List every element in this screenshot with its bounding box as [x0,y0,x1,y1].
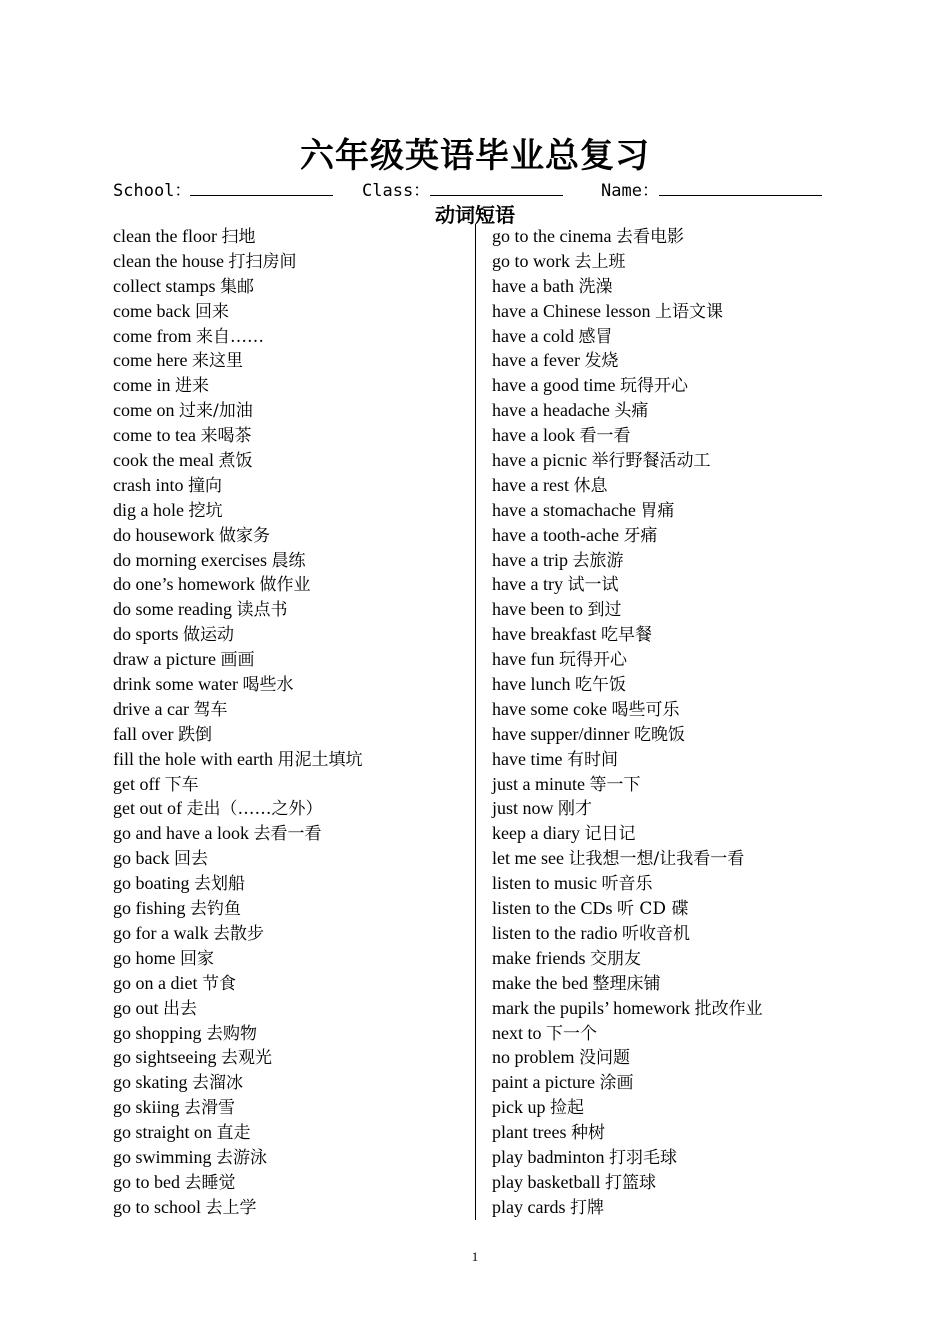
phrase-english: have a picnic [492,450,587,471]
phrase-english: come to tea [113,425,196,446]
phrase-chinese: 休息 [573,475,608,496]
phrase-english: collect stamps [113,275,216,296]
phrase-english: do some reading [113,599,232,620]
phrase-english: have a headache [492,400,610,421]
phrase-item [113,796,362,821]
phrase-chinese: 没问题 [579,1048,630,1069]
left-phrase-list [113,224,362,1220]
phrase-english: play cards [492,1196,566,1217]
phrase-english: come in [113,375,171,396]
phrase-english: mark the pupils’ homework [492,997,691,1018]
phrase-chinese: 捡起 [550,1098,584,1119]
class-blank [430,195,563,196]
phrase-chinese: 让我想一想/让我看一看 [568,849,745,870]
phrase-english: do sports [113,624,179,645]
phrase-english: paint a picture [492,1072,595,1093]
phrase-item [113,224,362,249]
phrase-item [113,747,362,772]
phrase-item [492,548,763,573]
phrase-chinese: 打扫房间 [228,251,297,272]
phrase-item [492,622,763,647]
phrase-chinese: 去睡觉 [184,1172,236,1193]
phrase-english: go home [113,947,176,968]
phrase-item [492,647,763,672]
phrase-english: have lunch [492,674,571,695]
phrase-english: drive a car [113,698,189,719]
phrase-chinese: 打羽毛球 [608,1147,677,1168]
phrase-english: listen to the CDs [492,898,613,919]
phrase-chinese: 过来/加油 [178,401,253,422]
phrase-chinese: 洗澡 [578,276,613,297]
section-heading: 动词短语 [435,203,515,227]
phrase-chinese: 去溜冰 [192,1073,243,1094]
phrase-chinese: 发烧 [584,351,619,372]
phrase-chinese: 下车 [164,774,199,795]
phrase-item [492,498,763,523]
phrase-chinese: 用泥土填坑 [277,749,363,770]
phrase-item [492,672,763,697]
phrase-item [492,1145,763,1170]
phrase-english: get out of [113,798,182,819]
phrase-item [492,896,763,921]
phrase-item [113,846,362,871]
phrase-english: crash into [113,474,184,495]
phrase-item [492,747,763,772]
phrase-english: have some coke [492,698,607,719]
phrase-chinese: 喝些可乐 [611,699,680,720]
phrase-chinese: 看一看 [579,426,631,447]
phrase-chinese: 来喝茶 [200,426,252,447]
phrase-english: have a try [492,574,563,595]
phrase-chinese: 头痛 [614,401,649,422]
phrase-chinese: 画画 [220,650,255,671]
phrase-chinese: 撞向 [187,475,222,496]
phrase-item [113,921,362,946]
phrase-english: have time [492,748,563,769]
phrase-chinese: 玩得开心 [558,650,627,671]
phrase-english: plant trees [492,1122,567,1143]
phrase-english: have fun [492,649,555,670]
phrase-english: have a good time [492,375,616,396]
phrase-item [113,324,362,349]
phrase-item [113,896,362,921]
phrase-item [492,772,763,797]
phrase-item [113,523,362,548]
phrase-chinese: 挖坑 [188,500,223,521]
phrase-chinese: 去看电影 [615,227,684,247]
phrase-item [113,423,362,448]
school-blank [190,195,333,196]
phrase-item [113,971,362,996]
page-number: 1 [471,1249,479,1264]
phrase-english: go to school [113,1196,201,1217]
phrase-item [113,1145,362,1170]
phrase-chinese: 直走 [216,1123,251,1144]
phrase-chinese: 整理床铺 [592,973,661,994]
phrase-english: have a rest [492,474,569,495]
phrase-item [492,946,763,971]
phrase-chinese: 等一下 [589,774,641,795]
phrase-english: have a tooth-ache [492,524,619,545]
phrase-english: make friends [492,947,586,968]
phrase-english: do one’s homework [113,574,255,595]
phrase-item [492,697,763,722]
phrase-item [113,772,362,797]
phrase-english: clean the house [113,250,224,271]
phrase-chinese: 听收音机 [621,923,690,944]
phrase-item [492,373,763,398]
phrase-english: drink some water [113,674,238,695]
phrase-english: go on a diet [113,972,198,993]
phrase-item [492,1120,763,1145]
phrase-english: fill the hole with earth [113,748,273,769]
phrase-english: have a bath [492,275,574,296]
phrase-item [113,1021,362,1046]
phrase-item [492,1095,763,1120]
phrase-chinese: 吃午饭 [574,675,626,696]
phrase-chinese: 去游泳 [216,1147,268,1168]
phrase-item [113,722,362,747]
phrase-english: play basketball [492,1171,601,1192]
phrase-english: go and have a look [113,823,249,844]
phrase-item [492,249,763,274]
phrase-chinese: 进来 [174,376,209,397]
phrase-item [113,946,362,971]
phrase-item [492,523,763,548]
phrase-item [113,548,362,573]
phrase-chinese: 来这里 [191,351,243,372]
phrase-chinese: 煮饭 [218,451,253,472]
phrase-item [113,1095,362,1120]
phrase-item [492,871,763,896]
phrase-english: come on [113,400,175,421]
phrase-chinese: 出去 [163,998,198,1019]
phrase-chinese: 胃痛 [640,500,675,521]
phrase-chinese: 扫地 [221,227,256,247]
phrase-chinese: 回来 [194,301,229,322]
phrase-english: have a trip [492,549,568,570]
phrase-chinese: 举行野餐活动工 [591,451,711,472]
phrase-item [492,722,763,747]
phrase-english: have been to [492,599,583,620]
phrase-chinese: 感冒 [578,326,613,347]
phrase-item [113,697,362,722]
phrase-english: have a stomachache [492,499,636,520]
phrase-english: go back [113,848,170,869]
phrase-english: have a cold [492,325,574,346]
phrase-item [113,373,362,398]
phrase-chinese: 刚才 [558,799,593,820]
phrase-chinese: 听音乐 [601,874,653,895]
student-info-row [113,176,833,201]
phrase-chinese: 去看一看 [253,824,322,845]
phrase-item [492,224,763,249]
phrase-item [113,274,362,299]
phrase-chinese: 走出（……之外） [186,799,323,820]
phrase-english: have a look [492,425,575,446]
phrase-chinese: 听 CD 碟 [617,899,689,920]
phrase-chinese: 涂画 [599,1073,634,1094]
phrase-item [492,1170,763,1195]
phrase-chinese: 去旅游 [572,550,624,571]
phrase-chinese: 跌倒 [177,724,212,745]
phrase-item [492,846,763,871]
phrase-chinese: 吃早餐 [600,625,652,646]
phrase-english: go swimming [113,1146,212,1167]
phrase-chinese: 去散步 [212,923,264,944]
phrase-chinese: 牙痛 [623,525,658,546]
phrase-chinese: 喝些水 [242,675,294,696]
name-blank [659,195,822,196]
phrase-item [492,423,763,448]
phrase-item [113,622,362,647]
phrase-english: have a fever [492,350,580,371]
phrase-item [113,299,362,324]
phrase-chinese: 读点书 [236,600,288,621]
phrase-chinese: 去上学 [205,1197,257,1218]
phrase-item [113,871,362,896]
phrase-english: next to [492,1022,542,1043]
phrase-item [492,324,763,349]
phrase-english: just now [492,798,554,819]
phrase-item [492,597,763,622]
phrase-chinese: 做作业 [259,575,311,596]
phrase-english: come from [113,325,192,346]
phrase-chinese: 打篮球 [604,1172,656,1193]
phrase-english: let me see [492,848,564,869]
phrase-english: go skating [113,1072,188,1093]
page-title: 六年级英语毕业总复习 [300,136,650,176]
phrase-english: go to the cinema [492,226,612,246]
phrase-item [492,348,763,373]
phrase-english: get off [113,773,161,794]
phrase-english: go sightseeing [113,1047,217,1068]
phrase-english: cook the meal [113,450,214,471]
phrase-chinese: 来自…… [195,326,264,347]
phrase-item [492,996,763,1021]
phrase-item [492,1045,763,1070]
phrase-chinese: 集邮 [219,276,254,297]
phrase-chinese: 晨练 [271,550,306,571]
phrase-english: have breakfast [492,624,597,645]
phrase-item [113,1070,362,1095]
phrase-item [492,971,763,996]
phrase-english: go skiing [113,1097,180,1118]
phrase-item [113,1195,362,1220]
phrase-item [492,572,763,597]
phrase-chinese: 去钓鱼 [190,899,242,920]
phrase-item [113,498,362,523]
phrase-item [113,672,362,697]
phrase-item [113,647,362,672]
phrase-chinese: 打牌 [569,1197,604,1218]
phrase-item [113,473,362,498]
phrase-item [113,1170,362,1195]
phrase-english: go for a walk [113,922,209,943]
phrase-chinese: 批改作业 [694,998,763,1019]
phrase-chinese: 回家 [180,948,214,969]
phrase-chinese: 试一试 [567,575,619,596]
phrase-english: go to work [492,250,570,271]
phrase-english: make the bed [492,972,588,993]
phrase-chinese: 吃晚饭 [633,724,685,745]
phrase-item [113,249,362,274]
class-label: Class： [362,181,431,201]
phrase-item [492,473,763,498]
phrase-english: go boating [113,873,190,894]
phrase-chinese: 有时间 [566,749,618,770]
phrase-english: fall over [113,723,174,744]
phrase-english: have a Chinese lesson [492,300,651,321]
phrase-item [492,398,763,423]
phrase-english: come back [113,300,191,321]
phrase-english: no problem [492,1047,575,1068]
phrase-chinese: 回去 [173,849,208,870]
phrase-item [492,1070,763,1095]
phrase-english: go shopping [113,1022,202,1043]
phrase-item [113,1045,362,1070]
phrase-english: just a minute [492,773,585,794]
phrase-english: dig a hole [113,499,184,520]
phrase-item [113,398,362,423]
phrase-item [492,821,763,846]
name-label: Name： [601,181,659,201]
phrase-english: have supper/dinner [492,723,630,744]
phrase-chinese: 去观光 [221,1048,272,1069]
phrase-chinese: 去上班 [574,251,626,272]
phrase-english: listen to music [492,873,597,894]
phrase-item [492,1195,763,1220]
phrase-english: do morning exercises [113,549,267,570]
phrase-item [492,921,763,946]
phrase-item [492,796,763,821]
phrase-chinese: 驾车 [193,699,228,720]
phrase-item [492,1021,763,1046]
phrase-item [113,448,362,473]
phrase-item [113,597,362,622]
phrase-english: clean the floor [113,226,217,246]
phrase-english: go to bed [113,1171,180,1192]
school-label: School： [113,181,192,201]
right-phrase-list [492,224,763,1220]
phrase-english: play badminton [492,1146,605,1167]
phrase-chinese: 做运动 [183,625,235,646]
phrase-english: go straight on [113,1122,212,1143]
phrase-item [113,1120,362,1145]
phrase-chinese: 去购物 [206,1023,258,1044]
phrase-chinese: 记日记 [584,824,636,845]
phrase-chinese: 交朋友 [589,948,641,969]
phrase-english: listen to the radio [492,922,618,943]
phrase-english: do housework [113,524,215,545]
phrase-item [492,299,763,324]
phrase-chinese: 玩得开心 [619,376,688,397]
phrase-chinese: 种树 [570,1123,605,1144]
phrase-chinese: 上语文课 [654,301,723,322]
phrase-item [492,274,763,299]
phrase-english: draw a picture [113,649,216,670]
phrase-english: go out [113,997,159,1018]
phrase-english: pick up [492,1097,546,1118]
phrase-item [113,348,362,373]
phrase-english: come here [113,350,188,371]
phrase-chinese: 到过 [587,600,622,621]
column-divider [475,224,476,1220]
phrase-item [492,448,763,473]
phrase-item [113,821,362,846]
phrase-english: go fishing [113,898,186,919]
phrase-english: keep a diary [492,823,580,844]
phrase-item [113,996,362,1021]
phrase-item [113,572,362,597]
phrase-chinese: 下一个 [546,1023,597,1044]
phrase-chinese: 去滑雪 [184,1098,236,1119]
phrase-chinese: 做家务 [219,525,270,546]
phrase-chinese: 节食 [201,973,236,994]
phrase-chinese: 去划船 [194,874,245,895]
